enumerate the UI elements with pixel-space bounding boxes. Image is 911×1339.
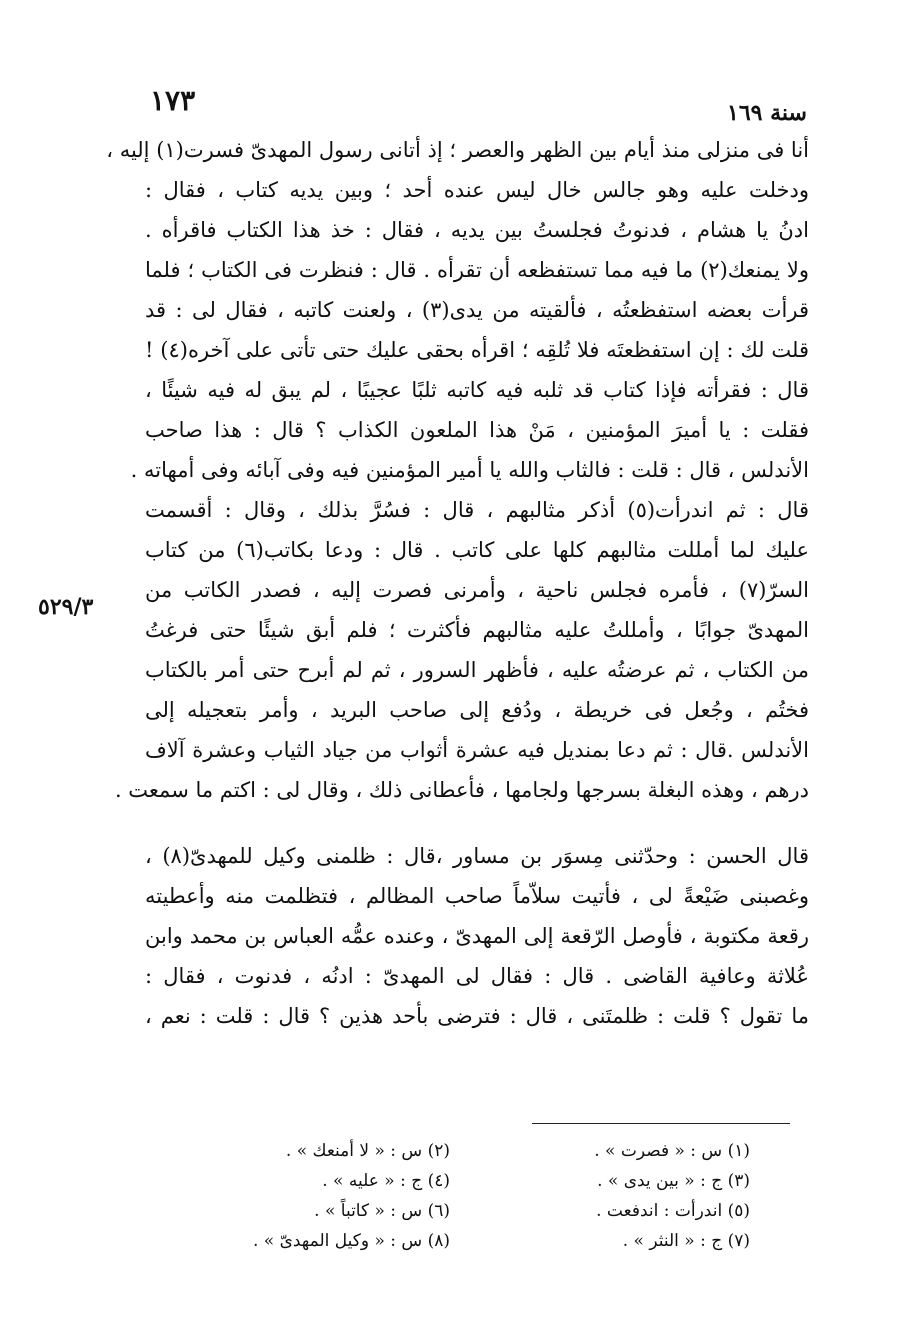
text-line: السرّ(٧) ، فأمره فجلس ناحية ، وأمرنى فصرت إليه ، فصدر الكاتب من [145, 578, 809, 602]
footnote: (٣) ج : « بين يدى » . [597, 1171, 750, 1191]
text-line: ودخلت عليه وهو جالس خال ليس عنده أحد ؛ وبين يديه كتاب ، فقال : [145, 178, 809, 202]
text-line: ولا يمنعك(٢) ما فيه مما تستفظعه أن تقرأه . قال : فنظرت فى الكتاب ؛ فلما [145, 258, 809, 282]
text-line: قال : فقرأته فإذا كتاب قد ثلبه فيه كاتبه ثلبًا عجيبًا ، لم يبق له فيه شيئًا ، [145, 378, 809, 402]
paragraph-1 [106, 130, 810, 810]
paragraph-2 [145, 836, 809, 1036]
paragraph-gap [145, 810, 809, 836]
text-line: رقعة مكتوبة ، فأوصل الرّقعة إلى المهدىّ ، وعنده عمُّه العباس بن محمد وابن [145, 924, 809, 948]
text-line: قرأت بعضه استفظعتُه ، فألقيته من يدى(٣) ، ولعنت كاتبه ، فقال لى : قد [145, 298, 809, 322]
footnote: (٤) ج : « عليه » . [322, 1171, 450, 1191]
footnote-row [150, 1196, 750, 1226]
text-line: وغصبنى ضَيْعةً لى ، فأتيت سلاّماً صاحب المظالم ، فتظلمت منه وأعطيته [145, 884, 809, 908]
footnote-row [150, 1166, 750, 1196]
body-text [106, 130, 810, 1036]
text-line: فقلت : يا أميرَ المؤمنين ، مَنْ هذا الملعون الكذاب ؟ قال : هذا صاحب [145, 418, 809, 442]
running-head: سنة ١٦٩ [727, 100, 807, 126]
text-line: ما تقول ؟ قلت : ظلمتَنى ، قال : فترضى بأحد هذين ؟ قال : قلت : نعم ، [145, 1004, 809, 1028]
footnotes [150, 1136, 750, 1256]
footnote: (٢) س : « لا أمنعك » . [285, 1141, 450, 1161]
page-number: ١٧٣ [150, 84, 196, 117]
margin-reference: ٥٢٩/٣ [38, 594, 94, 620]
footnote-separator [532, 1123, 790, 1124]
text-line: درهم ، وهذه البغلة بسرجها ولجامها ، فأعطانى ذلك ، وقال لى : اكتم ما سمعت . [114, 778, 809, 802]
text-line: عليك لما أمللت مثالبهم كلها على كاتب . قال : ودعا بكاتب(٦) من كتاب [145, 538, 810, 562]
text-line: ادنُ يا هشام ، فدنوتُ فجلستُ بين يديه ، فقال : خذ هذا الكتاب فاقرأه . [145, 218, 809, 242]
text-line: فختُم ، وجُعل فى خريطة ، ودُفع إلى صاحب البريد ، وأمر بتعجيله إلى [145, 698, 809, 722]
footnote: (٧) ج : « النثر » . [622, 1231, 750, 1251]
text-line: من الكتاب ، ثم عرضتُه عليه ، فأظهر السرور ، ثم لم أبرح حتى أمر بالكتاب [145, 658, 809, 682]
text-line: قال : ثم اندرأت(٥) أذكر مثالبهم ، قال : فسُرَّ بذلك ، وقال : أقسمت [145, 498, 809, 522]
text-line: المهدىّ جوابًا ، وأمللتُ عليه مثالبهم فأكثرت ؛ فلم أبق شيئًا حتى فرغتُ [145, 618, 809, 642]
text-line: أنا فى منزلى منذ أيام بين الظهر والعصر ؛ إذ أتانى رسول المهدىّ فسرت(١) إليه ، [106, 138, 809, 162]
text-line: قلت لك : إن استفظعتَه فلا تُلقِه ؛ اقرأه بحقى عليك حتى تأتى على آخره(٤) ! [145, 338, 809, 362]
footnote-row [150, 1136, 750, 1166]
footnote: (٦) س : « كاتباً » . [314, 1201, 450, 1221]
footnote: (٨) س : « وكيل المهدىّ » . [252, 1231, 450, 1251]
text-line: الأندلس .قال : ثم دعا بمنديل فيه عشرة أثواب من جياد الثياب وعشرة آلاف [145, 738, 809, 762]
text-line: عُلاثة وعافية القاضى . قال : فقال لى المهدىّ : ادنُه ، فدنوت ، فقال : [145, 964, 809, 988]
footnote-row [150, 1226, 750, 1256]
footnote: (١) س : « فصرت » . [594, 1141, 750, 1161]
text-line: الأندلس ، قال : قلت : فالثاب والله يا أمير المؤمنين فيه وفى آبائه وفى أمهاته . [130, 458, 809, 482]
text-line: قال الحسن : وحدّثنى مِسوَر بن مساور ،قال : ظلمنى وكيل للمهدىّ(٨) ، [145, 844, 809, 868]
footnote: (٥) اندرأت : اندفعت . [596, 1201, 750, 1221]
